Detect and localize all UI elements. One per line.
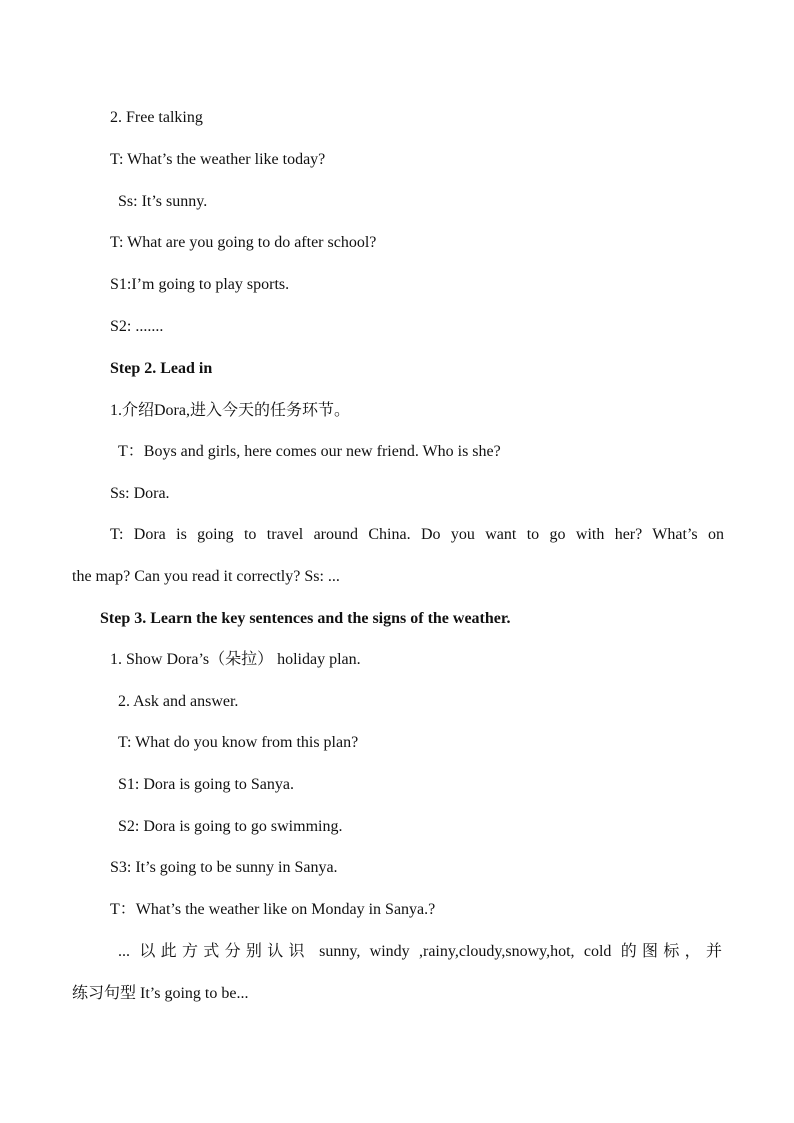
instruction-line: ... 以此方式分别认识 sunny, windy ,rainy,cloudy,snowy,hot, cold 的图标，并 [118,943,722,960]
dialogue-line: S1: Dora is going to Sanya. [118,776,294,793]
instruction-line: 1. Show Dora’s（朵拉） holiday plan. [110,651,361,668]
dialogue-line: T: What are you going to do after school? [110,234,377,251]
free-talking-heading: 2. Free talking [110,109,203,126]
instruction-line: 1.介绍Dora,进入今天的任务环节。 [110,402,350,419]
dialogue-line: T: What do you know from this plan? [118,734,359,751]
dialogue-line: the map? Can you read it correctly? Ss: ... [72,568,340,585]
dialogue-line: Ss: Dora. [110,485,170,502]
instruction-line: 2. Ask and answer. [118,693,239,710]
dialogue-line: T：Boys and girls, here comes our new friend. Who is she? [118,443,501,460]
dialogue-line: S2: ....... [110,318,164,335]
dialogue-line: T：What’s the weather like on Monday in Sanya.? [110,901,436,918]
instruction-line: 练习句型 It’s going to be... [72,985,249,1002]
step-3-heading: Step 3. Learn the key sentences and the signs of the weather. [100,610,511,627]
dialogue-line: S3: It’s going to be sunny in Sanya. [110,859,338,876]
step-2-heading: Step 2. Lead in [110,360,213,377]
dialogue-line: T: Dora is going to travel around China. Do you want to go with her? What’s on [110,526,724,543]
dialogue-line: Ss: It’s sunny. [118,193,208,210]
dialogue-line: S1:I’m going to play sports. [110,276,290,293]
dialogue-line: S2: Dora is going to go swimming. [118,818,343,835]
dialogue-line: T: What’s the weather like today? [110,151,326,168]
